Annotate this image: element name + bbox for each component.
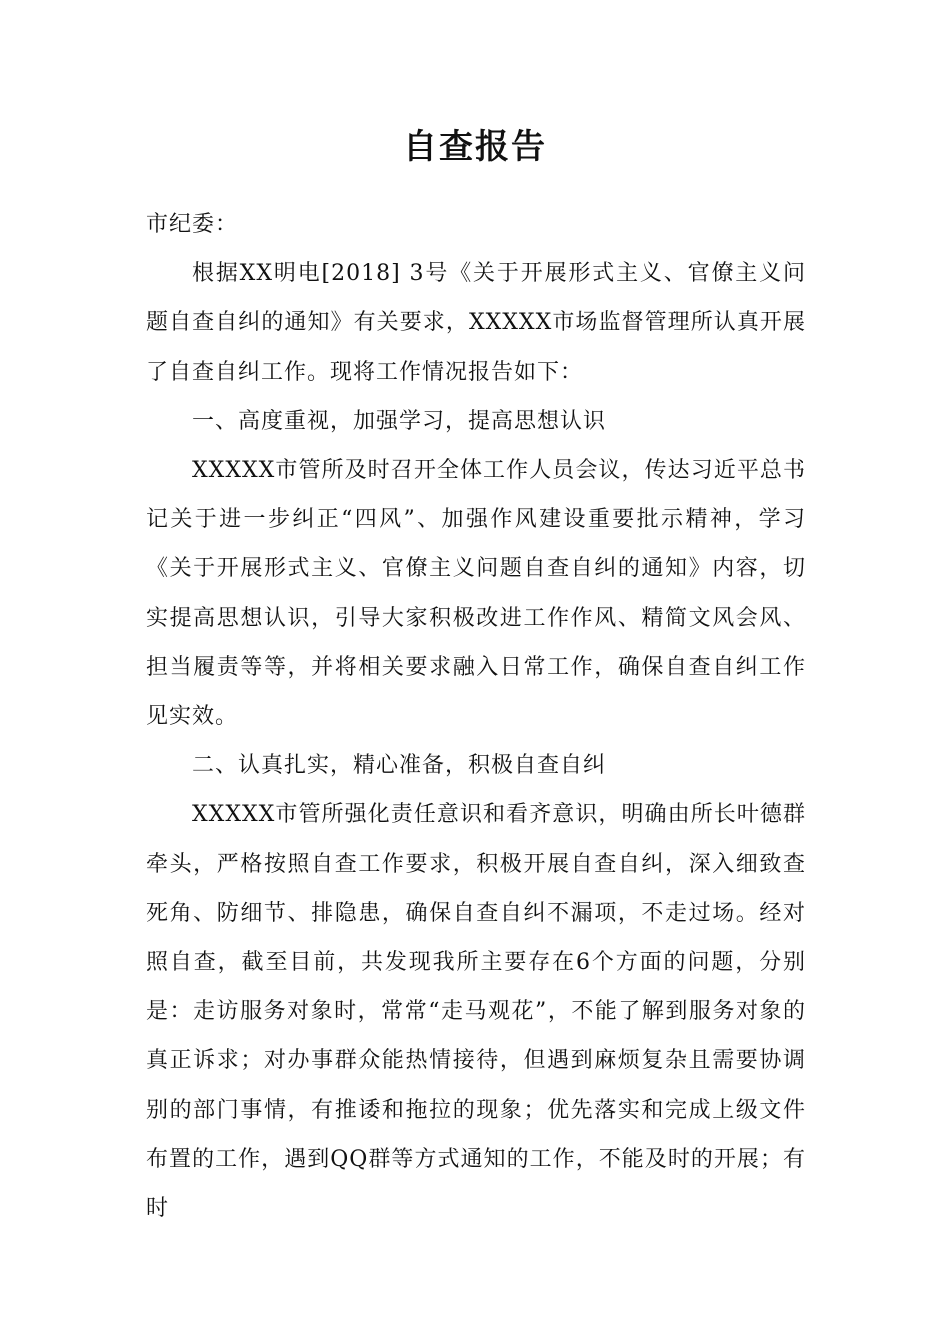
paragraph-section-1: XXXXX市管所及时召开全体工作人员会议，传达习近平总书记关于进一步纠正“四风”、加强作风建设重要批示精神，学习《关于开展形式主义、官僚主义问题自查自纠的通知》内容，切实提高思想认识，引导大家积极改进工作作风、精简文风会风、担当履责等等，并将相关要求融入日常工作，确保自查自纠工作见实效。 xyxy=(146,458,806,730)
section-heading-2: 二、认真扎实，精心准备，积极自查自纠 xyxy=(192,753,607,779)
document-body xyxy=(146,200,806,1233)
document-title: 自查报告 xyxy=(403,127,547,167)
section-heading-1: 一、高度重视，加强学习，提高思想认识 xyxy=(192,408,607,434)
paragraph-intro: 根据XX明电[2018] 3号《关于开展形式主义、官僚主义问题自查自纠的通知》有关要求，XXXXX市场监督管理所认真开展了自查自纠工作。现将工作情况报告如下： xyxy=(146,261,806,385)
salutation: 市纪委： xyxy=(146,212,239,237)
paragraph-section-2: XXXXX市管所强化责任意识和看齐意识，明确由所长叶德群牵头，严格按照自查工作要求，积极开展自查自纠，深入细致查死角、防细节、排隐患，确保自查自纠不漏项，不走过场。经对照自查，截至目前，共发现我所主要存在6个方面的问题，分别是：走访服务对象时，常常“走马观花”，不能了解到服务对象的真正诉求；对办事群众能热情接待，但遇到麻烦复杂且需要协调别的部门事情，有推诿和拖拉的现象；优先落实和完成上级文件布置的工作，遇到QQ群等方式通知的工作，不能及时的开展；有时 xyxy=(146,802,806,1222)
